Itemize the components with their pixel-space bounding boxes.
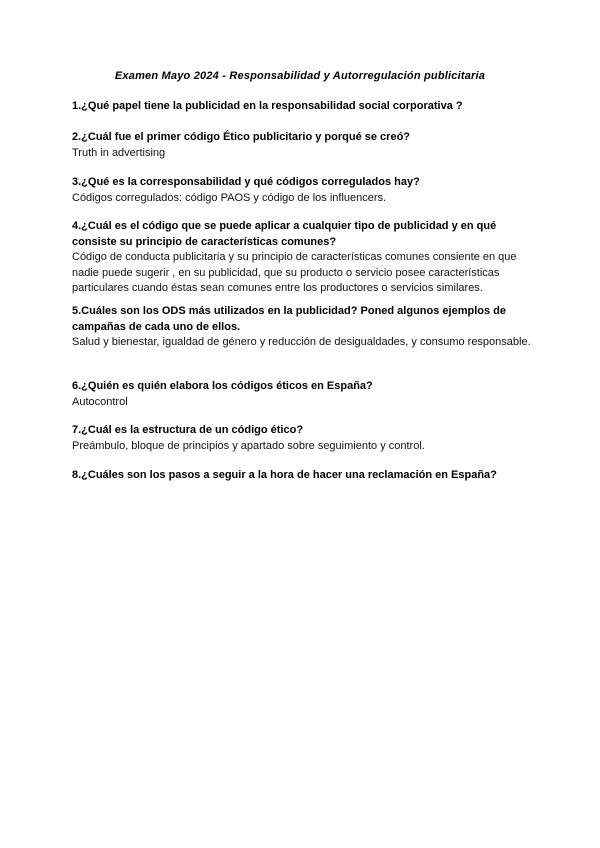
- answer-text: Salud y bienestar, igualdad de género y reducción de desigualdades, y consumo responsable.: [72, 336, 531, 348]
- question-block-5: [72, 304, 534, 351]
- question-block-2: [72, 130, 534, 161]
- question-block-1: [72, 99, 534, 115]
- question-block-6: [72, 379, 534, 410]
- question-text: 7.¿Cuál es la estructura de un código ético?: [72, 424, 304, 436]
- question-text: 2.¿Cuál fue el primer código Ético publicitario y porqué se creó?: [72, 131, 411, 143]
- question-block-4: [72, 219, 534, 297]
- answer-text: Códigos corregulados: código PAOS y código de los influencers.: [72, 191, 387, 204]
- question-text: 3.¿Qué es la corresponsabilidad y qué códigos corregulados hay?: [72, 176, 420, 188]
- question-text: 4.¿Cuál es el código que se puede aplicar a cualquier tipo de publicidad y en qué consiste su principio de características comunes?: [72, 220, 497, 248]
- question-text: 8.¿Cuáles son los pasos a seguir a la hora de hacer una reclamación en España?: [72, 469, 497, 481]
- question-block-3: [72, 175, 534, 206]
- question-block-7: [72, 423, 534, 454]
- question-block-8: [72, 468, 534, 484]
- question-text: 1.¿Qué papel tiene la publicidad en la responsabilidad social corporativa ?: [72, 100, 463, 112]
- document-title: Examen Mayo 2024 - Responsabilidad y Autorregulación publicitaria: [114, 70, 486, 82]
- answer-text: Código de conducta publicitaria y su principio de características comunes consiente en que nadie puede sugerir , en su publicidad, que su producto o servicio posee características particulares cuando éstas sean comunes entre los productores o servicios similares.: [72, 251, 517, 294]
- answer-text: Truth in advertising: [72, 146, 166, 159]
- question-text: 6.¿Quién es quién elabora los códigos éticos en España?: [72, 380, 373, 392]
- question-text: 5.Cuáles son los ODS más utilizados en la publicidad? Poned algunos ejemplos de campañas de cada uno de ellos.: [72, 305, 506, 333]
- answer-text: Preámbulo, bloque de principios y apartado sobre seguimiento y control.: [72, 439, 425, 452]
- answer-text: Autocontrol: [72, 395, 128, 408]
